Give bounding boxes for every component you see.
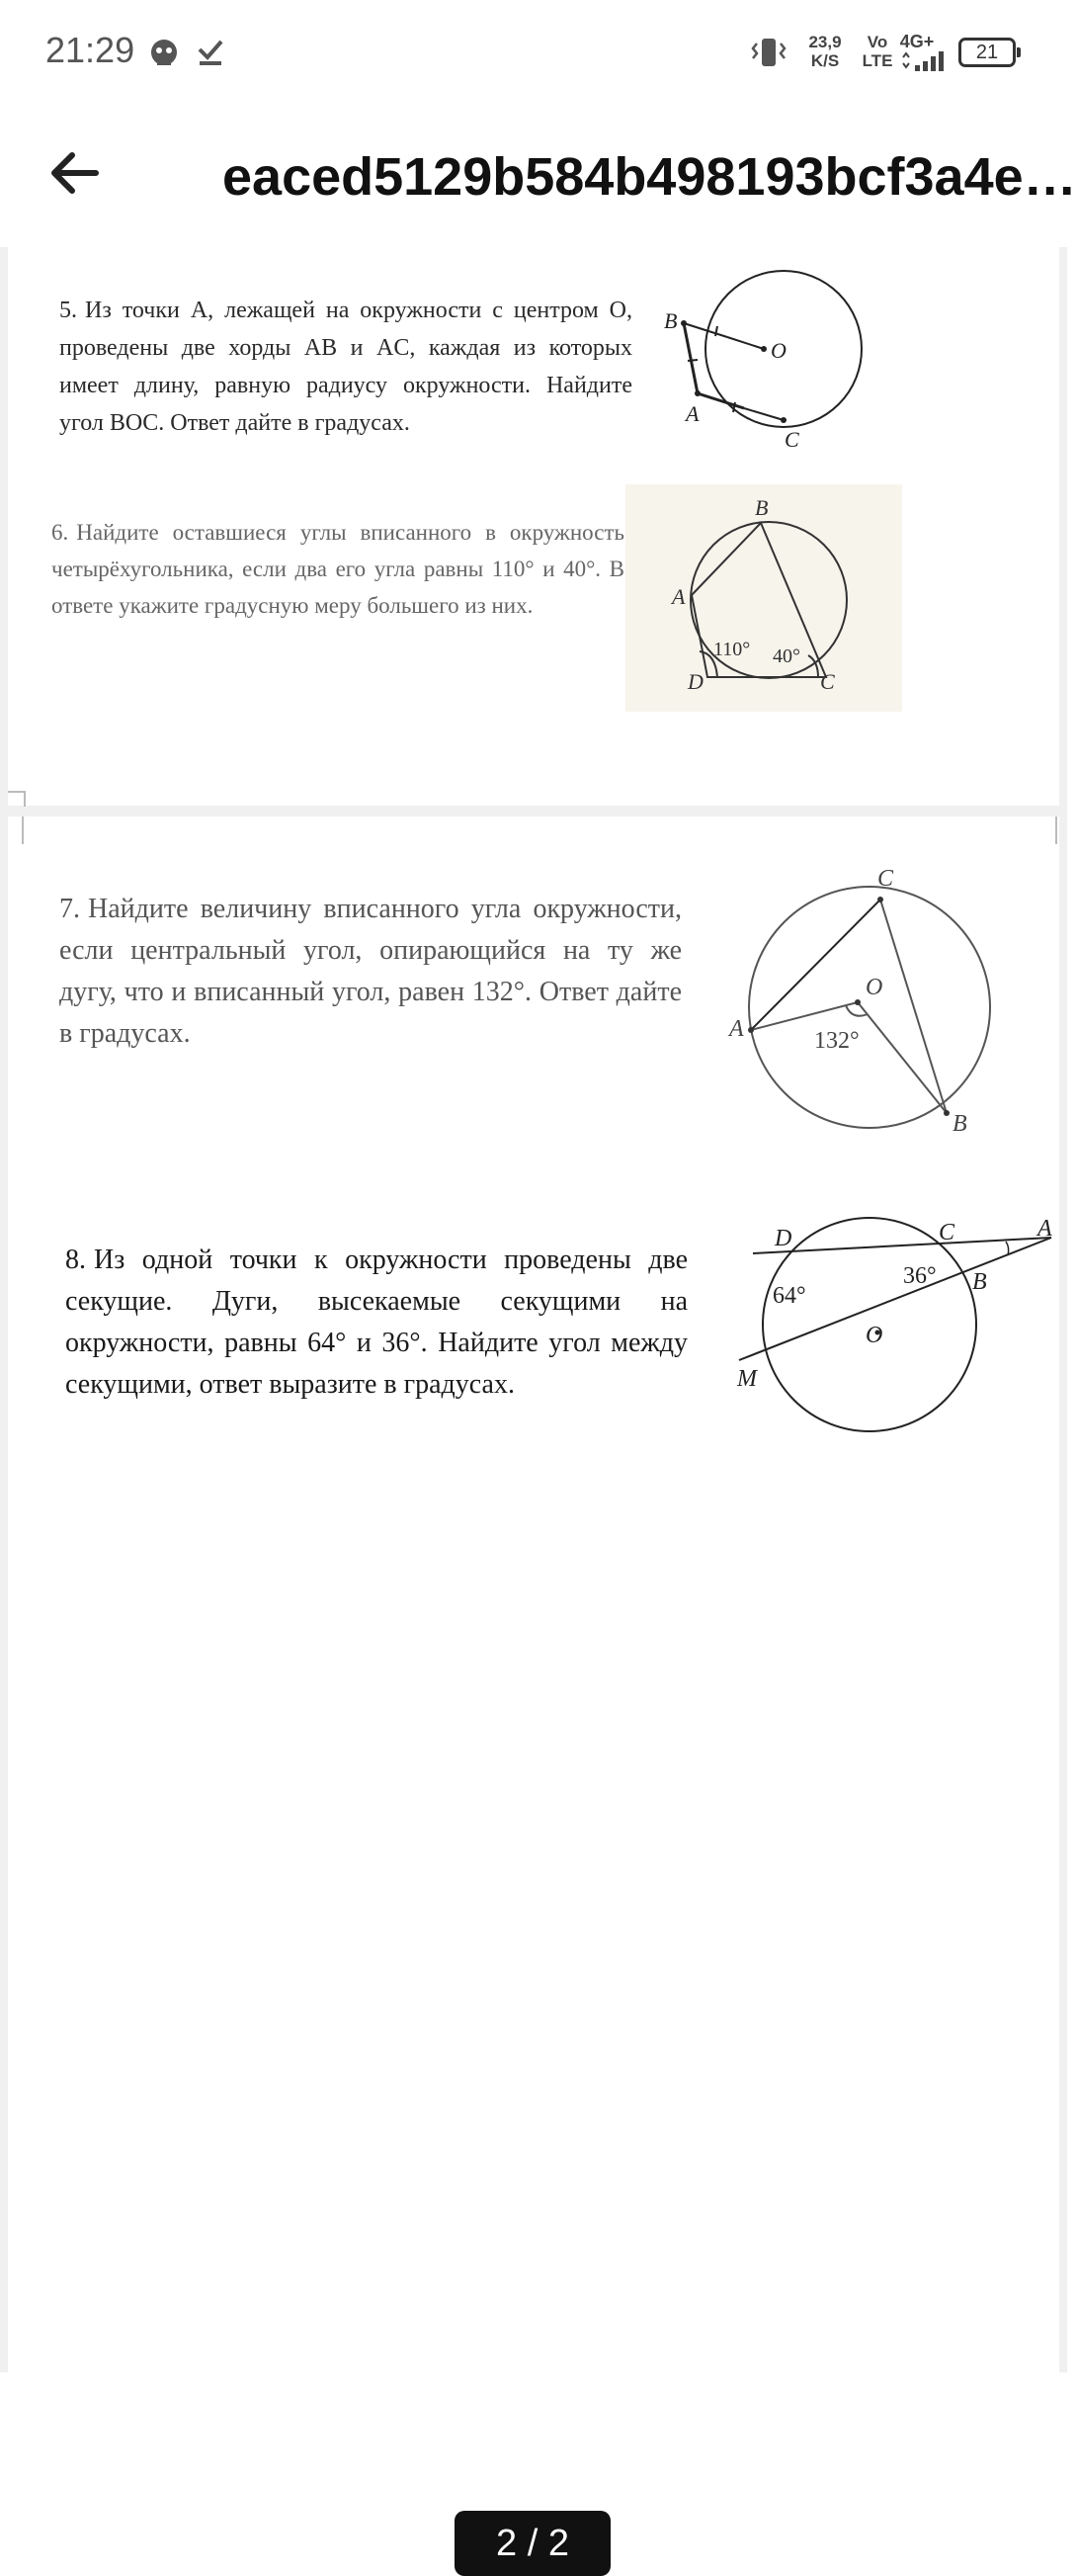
status-bar bbox=[0, 0, 1067, 99]
problem-number: 7. bbox=[59, 894, 80, 924]
problem-5-figure bbox=[640, 267, 877, 452]
problem-7-figure bbox=[719, 864, 1016, 1151]
figure-label: M bbox=[737, 1366, 757, 1392]
figure-label: D bbox=[688, 669, 704, 694]
signal-icon bbox=[901, 51, 951, 71]
angle-label: 132° bbox=[814, 1028, 860, 1054]
figure-label: B bbox=[953, 1111, 967, 1137]
figure-label: A bbox=[686, 401, 700, 426]
problem-statement: Найдите величину вписанного угла окружности, если центральный угол, опирающийся на ту же дугу, что и вписанный угол, равен 132°. Ответ дайте в градусах. bbox=[59, 894, 682, 1049]
back-button[interactable] bbox=[40, 138, 109, 208]
page-corner-mark bbox=[8, 791, 26, 807]
figure-label: C bbox=[939, 1220, 955, 1245]
problem-number: 6. bbox=[51, 520, 69, 545]
app-bar bbox=[0, 99, 1077, 247]
network-type: 4G+ bbox=[899, 32, 935, 51]
battery-icon: 21 bbox=[958, 38, 1016, 67]
problem-statement: Из точки A, лежащей на окружности с центром O, проведены две хорды AB и AC, каждая из которых имеет длину, равную радиусу окружности. Найдите угол BOC. Ответ дайте в градусах. bbox=[59, 298, 632, 436]
figure-label: O bbox=[866, 1323, 883, 1348]
figure-label: O bbox=[866, 975, 883, 1000]
problem-8-text bbox=[65, 1240, 688, 1406]
figure-label: O bbox=[771, 338, 787, 363]
arc-label: 64° bbox=[773, 1283, 806, 1309]
problem-8-figure bbox=[729, 1212, 1059, 1449]
problem-statement: Найдите оставшиеся углы вписанного в окружность четырёхугольника, если два его угла равны 110° и 40°. В ответе укажите градусную меру большего из них. bbox=[51, 520, 624, 618]
figure-label: C bbox=[820, 669, 835, 694]
volte-indicator: Vo LTE bbox=[862, 33, 893, 70]
arc-label: 36° bbox=[903, 1263, 937, 1289]
download-done-icon bbox=[196, 36, 225, 67]
figure-label: B bbox=[664, 308, 678, 333]
angle-label: 40° bbox=[773, 645, 800, 667]
problem-number: 5. bbox=[59, 298, 77, 323]
figure-label: A bbox=[1037, 1216, 1052, 1242]
figure-label: A bbox=[672, 584, 686, 609]
figure-label: B bbox=[972, 1269, 987, 1295]
clock: 21:29 bbox=[45, 30, 135, 70]
figure-label: C bbox=[877, 866, 894, 892]
page-2 bbox=[8, 816, 1059, 2372]
problem-6-text bbox=[51, 514, 624, 624]
problem-number: 8. bbox=[65, 1245, 86, 1275]
vibrate-icon bbox=[749, 36, 788, 69]
page-1 bbox=[8, 247, 1059, 806]
angle-label: 110° bbox=[713, 639, 751, 660]
ghost-icon bbox=[148, 38, 180, 69]
problem-statement: Из одной точки к окружности проведены две секущие. Дуги, высекаемые секущими на окружности, равны 64° и 36°. Найдите угол между секущими, ответ выразите в градусах. bbox=[65, 1245, 688, 1400]
figure-label: C bbox=[785, 427, 799, 452]
problem-6-figure bbox=[650, 495, 887, 707]
arrow-back-icon bbox=[46, 145, 102, 201]
figure-label: A bbox=[729, 1016, 744, 1042]
document-viewer[interactable] bbox=[0, 247, 1067, 2564]
page-indicator: 2 / 2 bbox=[455, 2511, 611, 2576]
problem-5-text bbox=[59, 292, 632, 442]
figure-label: D bbox=[775, 1226, 792, 1251]
problem-7-text bbox=[59, 889, 682, 1055]
figure-label: B bbox=[755, 495, 769, 520]
page-corner-mark bbox=[8, 816, 24, 844]
net-speed: 23,9 K/S bbox=[808, 33, 842, 70]
page-corner-mark bbox=[1055, 816, 1061, 844]
document-title: eaced5129b584b498193bcf3a4e… bbox=[222, 147, 1077, 207]
